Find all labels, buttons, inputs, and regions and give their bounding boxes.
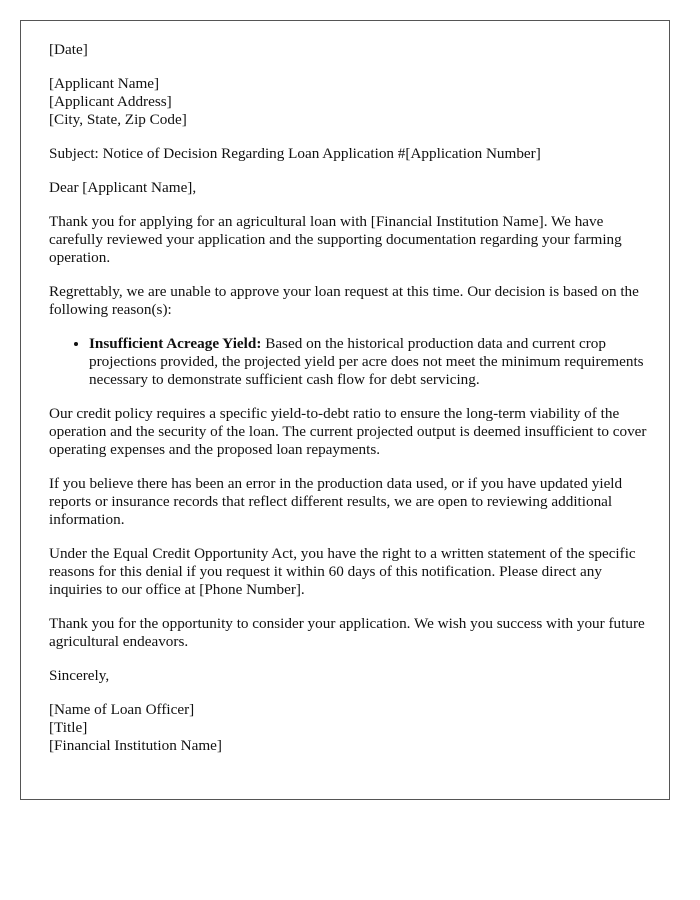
letter-salutation: Dear [Applicant Name],: [49, 179, 197, 196]
applicant-address: [Applicant Address]: [49, 93, 172, 110]
signature-block: [49, 701, 649, 755]
signature-title: [Title]: [49, 719, 88, 736]
paragraph-ecoa: Under the Equal Credit Opportunity Act, you have the right to a written statement of the specific reasons for this denial if you request it within 60 days of this notification. Please direct any inquiries to our office at [Phone Number].: [49, 545, 636, 598]
applicant-name: [Applicant Name]: [49, 75, 160, 92]
reason-item: [89, 335, 649, 389]
letter-subject: Subject: Notice of Decision Regarding Loan Application #[Application Number]: [49, 145, 541, 162]
letter-page: [20, 20, 670, 800]
applicant-city-state-zip: [City, State, Zip Code]: [49, 111, 187, 128]
paragraph-closing: Thank you for the opportunity to consider your application. We wish you success with your future agricultural endeavors.: [49, 615, 645, 650]
paragraph-intro: Thank you for applying for an agricultural loan with [Financial Institution Name]. We have carefully reviewed your application and the supporting documentation regarding your farming operation.: [49, 213, 622, 266]
sign-off: Sincerely,: [49, 667, 110, 684]
paragraph-review: If you believe there has been an error in the production data used, or if you have updated yield reports or insurance records that reflect different results, we are open to reviewing additional information.: [49, 475, 623, 528]
signature-name: [Name of Loan Officer]: [49, 701, 195, 718]
reasons-list: [49, 335, 649, 389]
signature-institution: [Financial Institution Name]: [49, 737, 222, 754]
applicant-address-block: [49, 75, 649, 129]
reason-text: Based on the historical production data and current crop projections provided, the projected yield per acre does not meet the minimum requirements necessary to demonstrate sufficient cash flow for debt servicing.: [89, 335, 644, 388]
letter-date: [Date]: [49, 41, 88, 58]
reason-title: Insufficient Acreage Yield:: [89, 335, 262, 352]
paragraph-policy: Our credit policy requires a specific yield-to-debt ratio to ensure the long-term viability of the operation and the security of the loan. The current projected output is deemed insufficient to cover operating expenses and the proposed loan repayments.: [49, 405, 647, 458]
paragraph-decision: Regrettably, we are unable to approve your loan request at this time. Our decision is based on the following reason(s):: [49, 283, 639, 318]
